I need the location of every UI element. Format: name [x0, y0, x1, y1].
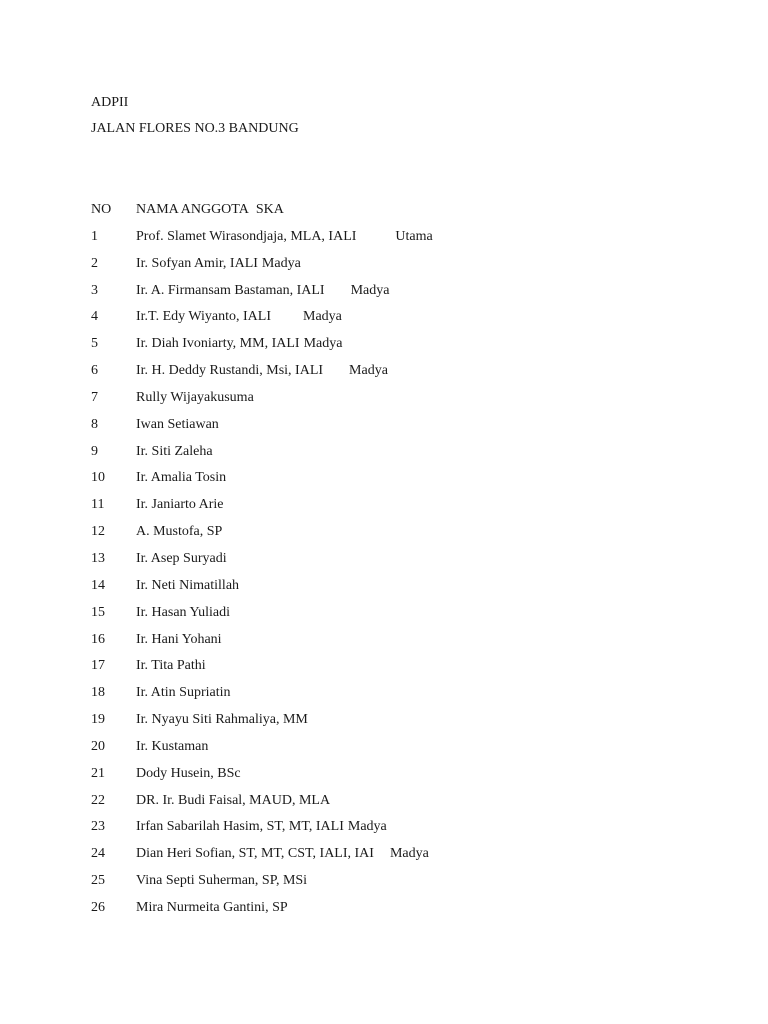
member-name: Ir. Kustaman — [136, 738, 209, 754]
table-row — [91, 389, 691, 416]
member-name: Ir. Nyayu Siti Rahmaliya, MM — [136, 712, 308, 728]
table-header-row — [91, 201, 691, 228]
row-name-cell — [136, 657, 206, 675]
row-name-cell — [136, 416, 219, 434]
member-name: Ir.T. Edy Wiyanto, IALI — [136, 309, 271, 325]
row-name-cell — [136, 765, 241, 783]
row-number: 6 — [91, 363, 98, 379]
row-name-cell — [136, 550, 227, 568]
row-number: 18 — [91, 685, 105, 701]
row-number: 13 — [91, 550, 105, 566]
header-name-ska — [136, 201, 284, 219]
organization-name: ADPII — [91, 95, 129, 110]
member-name: Ir. Tita Pathi — [136, 658, 206, 674]
row-name-cell — [136, 389, 254, 407]
member-name: Mira Nurmeita Gantini, SP — [136, 899, 288, 915]
row-number: 21 — [91, 765, 105, 781]
member-ska: Madya — [303, 309, 342, 325]
row-number: 26 — [91, 899, 105, 915]
row-name-cell — [136, 523, 222, 541]
member-name: Ir. Diah Ivoniarty, MM, IALI — [136, 336, 300, 352]
table-row — [91, 845, 691, 872]
table-row — [91, 523, 691, 550]
table-row — [91, 899, 691, 926]
row-name-cell — [136, 228, 433, 246]
row-name-cell — [136, 604, 230, 622]
row-name-cell — [136, 308, 342, 326]
table-row — [91, 711, 691, 738]
row-name-cell — [136, 496, 223, 514]
member-ska: Madya — [261, 255, 301, 271]
row-name-cell — [136, 255, 301, 273]
row-name-cell — [136, 899, 288, 917]
table-row — [91, 657, 691, 684]
row-name-cell — [136, 282, 389, 300]
member-name: Dian Heri Sofian, ST, MT, CST, IALI, IAI — [136, 846, 374, 862]
row-name-cell — [136, 362, 388, 380]
member-name: Rully Wijayakusuma — [136, 389, 254, 405]
member-name: Ir. A. Firmansam Bastaman, IALI — [136, 282, 325, 298]
member-ska: Madya — [349, 363, 388, 379]
table-row — [91, 496, 691, 523]
row-number: 14 — [91, 577, 105, 593]
member-ska: Madya — [347, 819, 387, 835]
row-number: 25 — [91, 873, 105, 889]
member-name: Ir. Atin Supriatin — [136, 685, 231, 701]
row-name-cell — [136, 792, 330, 810]
row-name-cell — [136, 845, 429, 863]
table-body — [91, 228, 691, 926]
member-ska: Utama — [395, 228, 433, 244]
header-name: NAMA ANGGOTA — [136, 202, 249, 217]
row-number: 16 — [91, 631, 105, 647]
table-row — [91, 255, 691, 282]
table-row — [91, 604, 691, 631]
member-name: DR. Ir. Budi Faisal, MAUD, MLA — [136, 792, 331, 808]
table-row — [91, 872, 691, 899]
table-row — [91, 228, 691, 255]
member-name: Ir. Asep Suryadi — [136, 550, 227, 566]
table-row — [91, 765, 691, 792]
member-table — [91, 201, 691, 926]
row-number: 23 — [91, 819, 105, 835]
member-name: Ir. Amalia Tosin — [136, 470, 227, 486]
table-row — [91, 550, 691, 577]
row-number: 22 — [91, 792, 105, 808]
member-name: Ir. Sofyan Amir, IALI — [136, 255, 258, 271]
row-number: 15 — [91, 604, 105, 620]
row-number: 2 — [91, 255, 98, 271]
table-row — [91, 631, 691, 658]
member-name: Dody Husein, BSc — [136, 765, 241, 781]
table-row — [91, 792, 691, 819]
row-number: 20 — [91, 738, 105, 754]
row-number: 4 — [91, 309, 98, 325]
row-name-cell — [136, 818, 387, 836]
member-name: Ir. Siti Zaleha — [136, 443, 213, 459]
row-number: 12 — [91, 524, 105, 540]
member-name: Irfan Sabarilah Hasim, ST, MT, IALI — [136, 819, 344, 835]
organization-address: JALAN FLORES NO.3 BANDUNG — [91, 121, 299, 136]
row-name-cell — [136, 872, 307, 890]
table-row — [91, 469, 691, 496]
member-ska: Madya — [303, 336, 343, 352]
row-name-cell — [136, 469, 226, 487]
member-name: Iwan Setiawan — [136, 416, 219, 432]
row-number: 24 — [91, 846, 105, 862]
row-number: 1 — [91, 228, 98, 244]
row-name-cell — [136, 711, 308, 729]
row-number: 10 — [91, 470, 105, 486]
member-name: Ir. Hani Yohani — [136, 631, 222, 647]
member-name: A. Mustofa, SP — [136, 524, 223, 540]
row-number: 19 — [91, 712, 105, 728]
row-name-cell — [136, 631, 222, 649]
row-name-cell — [136, 443, 213, 461]
table-row — [91, 818, 691, 845]
row-number: 9 — [91, 443, 98, 459]
table-row — [91, 308, 691, 335]
member-name: Ir. Hasan Yuliadi — [136, 604, 230, 620]
row-number: 8 — [91, 416, 98, 432]
table-row — [91, 282, 691, 309]
member-name: Ir. H. Deddy Rustandi, Msi, IALI — [136, 363, 324, 379]
row-name-cell — [136, 684, 231, 702]
member-ska: Madya — [389, 846, 429, 862]
table-row — [91, 577, 691, 604]
row-name-cell — [136, 577, 239, 595]
table-row — [91, 738, 691, 765]
row-number: 17 — [91, 658, 105, 674]
row-number: 3 — [91, 282, 98, 298]
row-number: 5 — [91, 336, 98, 352]
row-name-cell — [136, 738, 208, 756]
member-name: Ir. Janiarto Arie — [136, 497, 224, 513]
table-row — [91, 416, 691, 443]
row-number: 7 — [91, 389, 98, 405]
table-row — [91, 684, 691, 711]
member-ska: Madya — [350, 282, 390, 298]
header-ska: SKA — [255, 202, 284, 217]
header-no: NO — [91, 202, 112, 217]
member-name: Prof. Slamet Wirasondjaja, MLA, IALI — [136, 228, 357, 244]
table-row — [91, 443, 691, 470]
row-number: 11 — [91, 497, 105, 513]
table-row — [91, 335, 691, 362]
row-name-cell — [136, 335, 342, 353]
table-row — [91, 362, 691, 389]
member-name: Ir. Neti Nimatillah — [136, 577, 240, 593]
member-name: Vina Septi Suherman, SP, MSi — [136, 873, 308, 889]
